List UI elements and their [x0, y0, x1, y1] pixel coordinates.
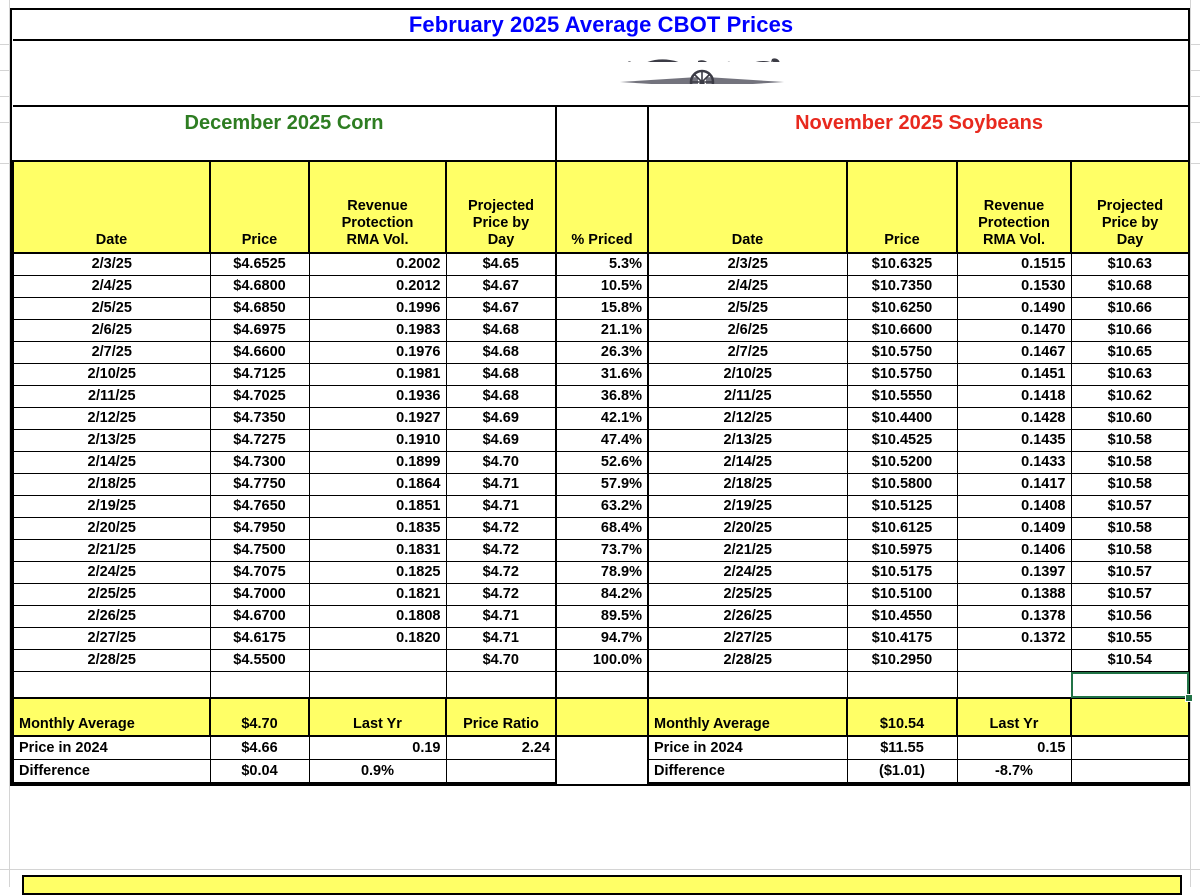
- cell-price-corn: $4.6600: [210, 342, 309, 364]
- soy-prior-year-price: $11.55: [847, 736, 957, 760]
- cell-price-soy: $10.5200: [847, 452, 957, 474]
- cell-pct-priced: 78.9%: [556, 562, 648, 584]
- soy-monthly-average-value: $10.54: [847, 698, 957, 736]
- table-row: [13, 408, 1189, 430]
- cell-price-soy: $10.6250: [847, 298, 957, 320]
- cell-date-soy: 2/25/25: [648, 584, 847, 606]
- header-price-soy: Price: [847, 161, 957, 253]
- cell-date-corn: 2/28/25: [13, 650, 210, 672]
- cell-rma-soy: 0.1451: [957, 364, 1071, 386]
- cell-pct-priced: 89.5%: [556, 606, 648, 628]
- data-rows: [13, 253, 1189, 672]
- cell-date-corn: 2/4/25: [13, 276, 210, 298]
- header-projected-corn: [446, 161, 556, 253]
- cell-date-soy: 2/27/25: [648, 628, 847, 650]
- cell-rma-soy: 0.1418: [957, 386, 1071, 408]
- header-date-corn: Date: [13, 161, 210, 253]
- header-proj-soy-line1: Projected: [1097, 198, 1164, 214]
- cell-price-soy: $10.4525: [847, 430, 957, 452]
- cell-rma-corn: 0.2002: [309, 253, 446, 276]
- cell-pct-priced: 42.1%: [556, 408, 648, 430]
- cell-projected-corn: $4.70: [446, 452, 556, 474]
- cell-date-soy: 2/14/25: [648, 452, 847, 474]
- cell-price-soy: $10.6325: [847, 253, 957, 276]
- cell-date-corn: 2/3/25: [13, 253, 210, 276]
- cell-date-corn: 2/12/25: [13, 408, 210, 430]
- table-row: [13, 496, 1189, 518]
- cell-projected-soy: $10.57: [1071, 584, 1189, 606]
- cell-price-soy: $10.5125: [847, 496, 957, 518]
- cell-projected-soy: $10.62: [1071, 386, 1189, 408]
- cell-date-soy: 2/19/25: [648, 496, 847, 518]
- cell-projected-corn: $4.71: [446, 474, 556, 496]
- table-row: [13, 342, 1189, 364]
- cell-projected-soy: $10.57: [1071, 496, 1189, 518]
- cell-date-soy: 2/20/25: [648, 518, 847, 540]
- soybeans-section-heading: November 2025 Soybeans: [795, 111, 1043, 134]
- report-block: [10, 8, 1190, 786]
- bull-and-bear-balance-icon: [556, 40, 847, 62]
- cell-rma-corn: 0.1981: [309, 364, 446, 386]
- cell-projected-soy: $10.58: [1071, 474, 1189, 496]
- cell-price-soy: $10.4550: [847, 606, 957, 628]
- cell-projected-soy: $10.68: [1071, 276, 1189, 298]
- cell-rma-soy: 0.1530: [957, 276, 1071, 298]
- corn-last-yr-label: Last Yr: [309, 698, 446, 736]
- cell-price-corn: $4.7275: [210, 430, 309, 452]
- cell-price-soy: $10.6125: [847, 518, 957, 540]
- section-heading-row: [13, 106, 1189, 139]
- cell-price-soy: $10.5750: [847, 364, 957, 386]
- cell-price-soy: $10.4400: [847, 408, 957, 430]
- header-proj-line2: Price by: [472, 215, 530, 231]
- cell-date-corn: 2/26/25: [13, 606, 210, 628]
- header-pct-priced: % Priced: [556, 161, 648, 253]
- cell-projected-corn: $4.67: [446, 298, 556, 320]
- cell-date-soy: 2/3/25: [648, 253, 847, 276]
- cell-projected-corn: $4.70: [446, 650, 556, 672]
- cell-rma-soy: 0.1433: [957, 452, 1071, 474]
- summary-row-average: [13, 698, 1189, 736]
- cell-rma-corn: 0.1983: [309, 320, 446, 342]
- grid-row-line: [0, 869, 1200, 870]
- cell-rma-corn: 0.1808: [309, 606, 446, 628]
- cell-date-soy: 2/21/25: [648, 540, 847, 562]
- cell-price-corn: $4.7025: [210, 386, 309, 408]
- cell-rma-soy: 0.1372: [957, 628, 1071, 650]
- cell-price-corn: $4.6700: [210, 606, 309, 628]
- cell-projected-soy: $10.63: [1071, 364, 1189, 386]
- section-spacer-row: [13, 139, 1189, 161]
- cell-rma-corn: 0.1820: [309, 628, 446, 650]
- cell-date-soy: 2/6/25: [648, 320, 847, 342]
- cell-date-corn: 2/18/25: [13, 474, 210, 496]
- cell-rma-corn: 0.1851: [309, 496, 446, 518]
- cell-date-soy: 2/11/25: [648, 386, 847, 408]
- table-row: [13, 628, 1189, 650]
- cell-price-soy: $10.7350: [847, 276, 957, 298]
- header-projected-soy: [1071, 161, 1189, 253]
- cell-projected-soy: $10.58: [1071, 452, 1189, 474]
- cell-rma-soy: 0.1435: [957, 430, 1071, 452]
- table-row: [13, 364, 1189, 386]
- cell-rma-soy: 0.1490: [957, 298, 1071, 320]
- cell-price-soy: $10.4175: [847, 628, 957, 650]
- header-rma-line3: RMA Vol.: [346, 232, 409, 248]
- cell-price-soy: $10.2950: [847, 650, 957, 672]
- header-rma-soy: [957, 161, 1071, 253]
- cell-price-corn: $4.6800: [210, 276, 309, 298]
- cell-pct-priced: 10.5%: [556, 276, 648, 298]
- corn-prior-year-label: Price in 2024: [13, 736, 210, 760]
- cell-rma-corn: 0.2012: [309, 276, 446, 298]
- soy-monthly-average-label: Monthly Average: [648, 698, 847, 736]
- cell-rma-corn: 0.1899: [309, 452, 446, 474]
- cell-projected-soy: $10.58: [1071, 540, 1189, 562]
- table-row: [13, 452, 1189, 474]
- cell-rma-soy: 0.1408: [957, 496, 1071, 518]
- header-proj-soy-line3: Day: [1116, 232, 1144, 248]
- soy-prior-year-lastyr: 0.15: [957, 736, 1071, 760]
- cell-pct-priced: 21.1%: [556, 320, 648, 342]
- corn-prior-year-lastyr: 0.19: [309, 736, 446, 760]
- corn-difference-price: $0.04: [210, 759, 309, 783]
- table-row: [13, 474, 1189, 496]
- cell-projected-soy: $10.58: [1071, 518, 1189, 540]
- cell-date-corn: 2/6/25: [13, 320, 210, 342]
- cell-price-soy: $10.5975: [847, 540, 957, 562]
- header-date-soy: Date: [648, 161, 847, 253]
- summary-row-prior-year: [13, 736, 1189, 760]
- cell-date-soy: 2/7/25: [648, 342, 847, 364]
- table-row: [13, 562, 1189, 584]
- table-row: [13, 320, 1189, 342]
- cell-rma-corn: 0.1821: [309, 584, 446, 606]
- cell-projected-corn: $4.65: [446, 253, 556, 276]
- cell-date-corn: 2/5/25: [13, 298, 210, 320]
- cell-price-soy: $10.5800: [847, 474, 957, 496]
- cell-pct-priced: 100.0%: [556, 650, 648, 672]
- cell-price-corn: $4.7000: [210, 584, 309, 606]
- logo-row: [13, 40, 1189, 62]
- cell-date-soy: 2/5/25: [648, 298, 847, 320]
- cell-price-soy: $10.5550: [847, 386, 957, 408]
- cell-projected-soy: $10.58: [1071, 430, 1189, 452]
- cell-price-corn: $4.7075: [210, 562, 309, 584]
- cell-price-soy: $10.5175: [847, 562, 957, 584]
- cell-pct-priced: 63.2%: [556, 496, 648, 518]
- cell-date-soy: 2/10/25: [648, 364, 847, 386]
- cell-rma-soy: 0.1470: [957, 320, 1071, 342]
- cell-price-soy: $10.6600: [847, 320, 957, 342]
- cell-rma-soy: [957, 650, 1071, 672]
- cell-price-corn: $4.7950: [210, 518, 309, 540]
- cell-rma-soy: 0.1397: [957, 562, 1071, 584]
- cell-date-soy: 2/24/25: [648, 562, 847, 584]
- cell-pct-priced: 73.7%: [556, 540, 648, 562]
- cell-date-soy: 2/13/25: [648, 430, 847, 452]
- cell-projected-corn: $4.68: [446, 342, 556, 364]
- cell-projected-corn: $4.71: [446, 628, 556, 650]
- cell-rma-soy: 0.1409: [957, 518, 1071, 540]
- corn-price-ratio-value: 2.24: [446, 736, 556, 760]
- corn-prior-year-price: $4.66: [210, 736, 309, 760]
- cell-date-soy: 2/4/25: [648, 276, 847, 298]
- cell-rma-corn: 0.1864: [309, 474, 446, 496]
- cell-date-soy: 2/26/25: [648, 606, 847, 628]
- summary-row-difference: [13, 759, 1189, 783]
- table-row: [13, 606, 1189, 628]
- table-row: [13, 518, 1189, 540]
- cell-projected-corn: $4.68: [446, 364, 556, 386]
- cell-date-corn: 2/25/25: [13, 584, 210, 606]
- cell-rma-soy: 0.1467: [957, 342, 1071, 364]
- cell-date-corn: 2/19/25: [13, 496, 210, 518]
- cell-projected-soy: $10.55: [1071, 628, 1189, 650]
- header-rma-soy-line2: Protection: [978, 215, 1050, 231]
- header-rma-line1: Revenue: [347, 198, 408, 214]
- cell-price-corn: $4.7125: [210, 364, 309, 386]
- cell-pct-priced: 5.3%: [556, 253, 648, 276]
- table-row: [13, 540, 1189, 562]
- cell-price-corn: $4.6850: [210, 298, 309, 320]
- cell-rma-corn: [309, 650, 446, 672]
- balance-beam-icon: [556, 62, 847, 84]
- cell-price-corn: $4.6175: [210, 628, 309, 650]
- cell-date-corn: 2/14/25: [13, 452, 210, 474]
- cell-rma-corn: 0.1910: [309, 430, 446, 452]
- cell-price-corn: $4.7350: [210, 408, 309, 430]
- table-row: [13, 430, 1189, 452]
- cell-price-soy: $10.5100: [847, 584, 957, 606]
- cbot-prices-table: [12, 10, 1190, 784]
- cell-rma-soy: 0.1378: [957, 606, 1071, 628]
- header-rma-soy-line1: Revenue: [983, 198, 1045, 214]
- cell-projected-corn: $4.71: [446, 496, 556, 518]
- grid-col-line: [1190, 0, 1191, 887]
- corn-difference-lastyr: 0.9%: [309, 759, 446, 783]
- cell-projected-soy: $10.63: [1071, 253, 1189, 276]
- spacer-row: [13, 672, 1189, 698]
- cell-date-corn: 2/20/25: [13, 518, 210, 540]
- cell-price-corn: $4.7500: [210, 540, 309, 562]
- cell-price-soy: $10.5750: [847, 342, 957, 364]
- cell-pct-priced: 57.9%: [556, 474, 648, 496]
- cell-date-corn: 2/10/25: [13, 364, 210, 386]
- cell-projected-corn: $4.72: [446, 540, 556, 562]
- logo-row-2: [13, 62, 1189, 84]
- cell-rma-corn: 0.1936: [309, 386, 446, 408]
- cell-pct-priced: 31.6%: [556, 364, 648, 386]
- cell-price-corn: $4.7650: [210, 496, 309, 518]
- corn-monthly-average-value: $4.70: [210, 698, 309, 736]
- cell-projected-soy: $10.57: [1071, 562, 1189, 584]
- cell-date-soy: 2/18/25: [648, 474, 847, 496]
- cell-rma-soy: 0.1428: [957, 408, 1071, 430]
- header-rma-line2: Protection: [341, 215, 414, 231]
- cell-date-corn: 2/7/25: [13, 342, 210, 364]
- cell-pct-priced: 47.4%: [556, 430, 648, 452]
- cell-projected-soy: $10.60: [1071, 408, 1189, 430]
- corn-price-ratio-label: Price Ratio: [446, 698, 556, 736]
- soy-prior-year-label: Price in 2024: [648, 736, 847, 760]
- cell-projected-soy: $10.65: [1071, 342, 1189, 364]
- cell-date-soy: 2/12/25: [648, 408, 847, 430]
- title-row: [13, 10, 1189, 40]
- cell-rma-corn: 0.1825: [309, 562, 446, 584]
- cell-price-corn: $4.6525: [210, 253, 309, 276]
- cell-projected-soy: $10.66: [1071, 320, 1189, 342]
- cell-price-corn: $4.6975: [210, 320, 309, 342]
- table-row: [13, 253, 1189, 276]
- cell-rma-corn: 0.1927: [309, 408, 446, 430]
- header-rma-corn: [309, 161, 446, 253]
- cell-projected-corn: $4.68: [446, 320, 556, 342]
- fill-handle[interactable]: [1185, 694, 1193, 702]
- cell-projected-soy: $10.56: [1071, 606, 1189, 628]
- cell-rma-soy: 0.1515: [957, 253, 1071, 276]
- table-row: [13, 276, 1189, 298]
- cell-projected-corn: $4.72: [446, 584, 556, 606]
- table-row: [13, 386, 1189, 408]
- cell-projected-corn: $4.67: [446, 276, 556, 298]
- header-rma-soy-line3: RMA Vol.: [982, 232, 1046, 248]
- cell-rma-corn: 0.1996: [309, 298, 446, 320]
- cell-rma-soy: 0.1388: [957, 584, 1071, 606]
- bottom-note-box: [22, 875, 1182, 895]
- cell-price-corn: $4.7750: [210, 474, 309, 496]
- cell-price-corn: $4.7300: [210, 452, 309, 474]
- soy-difference-price: ($1.01): [847, 759, 957, 783]
- cell-pct-priced: 26.3%: [556, 342, 648, 364]
- soy-difference-lastyr: -8.7%: [957, 759, 1071, 783]
- cell-projected-corn: $4.71: [446, 606, 556, 628]
- cell-projected-corn: $4.72: [446, 562, 556, 584]
- soy-difference-label: Difference: [648, 759, 847, 783]
- cell-date-corn: 2/24/25: [13, 562, 210, 584]
- corn-difference-label: Difference: [13, 759, 210, 783]
- header-proj-line3: Day: [487, 232, 515, 248]
- cell-pct-priced: 68.4%: [556, 518, 648, 540]
- corn-section-heading: December 2025 Corn: [13, 106, 556, 139]
- cell-rma-corn: 0.1835: [309, 518, 446, 540]
- header-proj-line1: Projected: [467, 198, 535, 214]
- cell-date-corn: 2/21/25: [13, 540, 210, 562]
- cell-projected-soy: $10.54: [1071, 650, 1189, 672]
- cell-pct-priced: 52.6%: [556, 452, 648, 474]
- cell-rma-corn: 0.1976: [309, 342, 446, 364]
- cell-pct-priced: 94.7%: [556, 628, 648, 650]
- soy-last-yr-label: Last Yr: [957, 698, 1071, 736]
- cell-date-corn: 2/27/25: [13, 628, 210, 650]
- table-row: [13, 298, 1189, 320]
- corn-monthly-average-label: Monthly Average: [13, 698, 210, 736]
- table-row: [13, 650, 1189, 672]
- cell-rma-soy: 0.1406: [957, 540, 1071, 562]
- header-price-corn: Price: [210, 161, 309, 253]
- table-row: [13, 584, 1189, 606]
- cell-price-corn: $4.5500: [210, 650, 309, 672]
- header-proj-soy-line2: Price by: [1101, 215, 1159, 231]
- cell-date-soy: 2/28/25: [648, 650, 847, 672]
- cell-rma-corn: 0.1831: [309, 540, 446, 562]
- cell-rma-soy: 0.1417: [957, 474, 1071, 496]
- page-title: February 2025 Average CBOT Prices: [13, 10, 1189, 40]
- cell-projected-soy: $10.66: [1071, 298, 1189, 320]
- cell-date-corn: 2/13/25: [13, 430, 210, 452]
- column-header-row: [13, 161, 1189, 253]
- cell-projected-corn: $4.69: [446, 408, 556, 430]
- cell-projected-corn: $4.69: [446, 430, 556, 452]
- cell-date-corn: 2/11/25: [13, 386, 210, 408]
- cell-projected-corn: $4.68: [446, 386, 556, 408]
- cell-projected-corn: $4.72: [446, 518, 556, 540]
- cell-pct-priced: 84.2%: [556, 584, 648, 606]
- cell-pct-priced: 15.8%: [556, 298, 648, 320]
- logo-row-3: [13, 84, 1189, 106]
- cell-pct-priced: 36.8%: [556, 386, 648, 408]
